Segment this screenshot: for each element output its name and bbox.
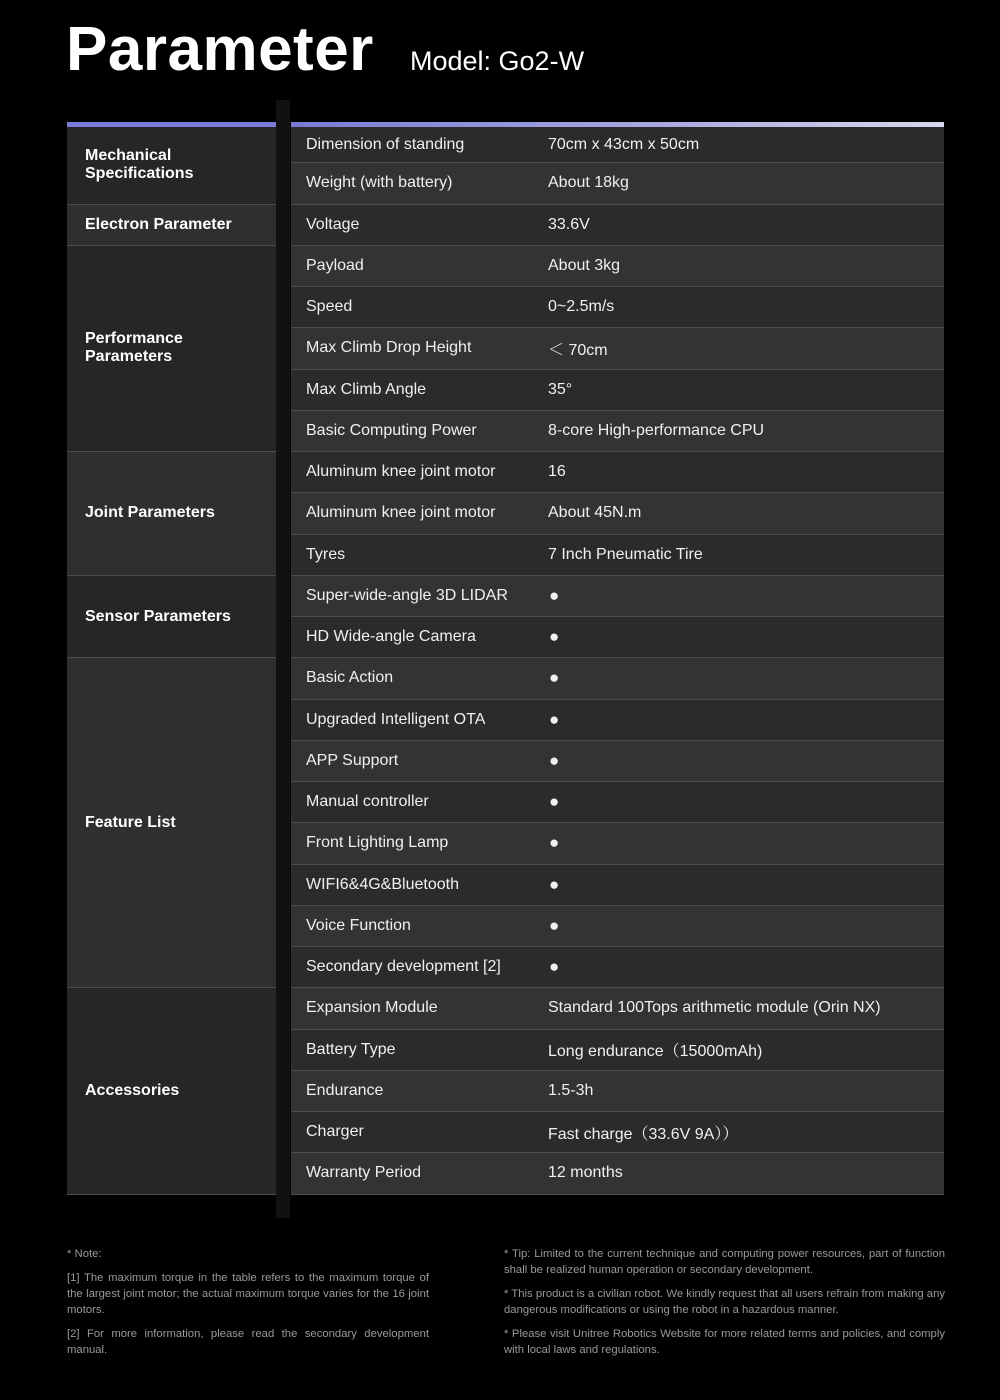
- row-label: Voice Function: [306, 916, 411, 934]
- supported-dot-icon: ●: [549, 709, 560, 729]
- table-row: [291, 988, 944, 1029]
- table-row: [291, 823, 944, 864]
- table-row: [291, 328, 944, 369]
- table-row: [291, 246, 944, 287]
- supported-dot-icon: ●: [549, 750, 560, 770]
- notes-right: [504, 1246, 945, 1366]
- table-row: [291, 205, 944, 246]
- row-value: 33.6V: [548, 215, 590, 233]
- table-row: [291, 865, 944, 906]
- row-label: Battery Type: [306, 1040, 396, 1058]
- row-label: Endurance: [306, 1081, 384, 1099]
- row-label: Basic Computing Power: [306, 421, 477, 439]
- supported-dot-icon: ●: [549, 874, 560, 894]
- row-label: Secondary development [2]: [306, 958, 501, 976]
- table-row: [291, 658, 944, 699]
- table-row: [291, 411, 944, 452]
- row-value: 7 Inch Pneumatic Tire: [548, 545, 703, 563]
- row-value: About 45N.m: [548, 504, 642, 522]
- supported-dot-icon: ●: [549, 957, 560, 977]
- row-label: Aluminum knee joint motor: [306, 463, 496, 481]
- row-value: 70cm x 43cm x 50cm: [548, 135, 700, 153]
- row-label: Basic Action: [306, 669, 394, 687]
- row-value: ＜ 70cm: [548, 341, 608, 359]
- group-joint-parameters: Joint Parameters: [67, 452, 276, 576]
- table-row: [291, 1071, 944, 1112]
- row-label: Dimension of standing: [306, 135, 465, 153]
- row-value: 0~2.5m/s: [548, 298, 615, 316]
- table-row: [291, 617, 944, 658]
- table-row: [291, 370, 944, 411]
- civilian-note: * This product is a civilian robot. We kindly request that all users refrain from making any dangerous modifications or using the robot in a hazardous manner.: [504, 1288, 945, 1316]
- supported-dot-icon: ●: [549, 627, 560, 647]
- table-row: [291, 782, 944, 823]
- row-label: Max Climb Drop Height: [306, 339, 472, 357]
- row-value: About 3kg: [548, 256, 621, 274]
- row-label: Max Climb Angle: [306, 380, 427, 398]
- supported-dot-icon: ●: [549, 915, 560, 935]
- table-row: [291, 741, 944, 782]
- row-label: Warranty Period: [306, 1164, 421, 1182]
- row-label: WIFI6&4G&Bluetooth: [306, 875, 459, 893]
- page-title: Parameter: [66, 15, 374, 84]
- note-heading: * Note:: [67, 1248, 102, 1260]
- row-value: Long endurance（15000mAh): [548, 1043, 763, 1061]
- group-feature-list: Feature List: [67, 658, 276, 988]
- row-label: Super-wide-angle 3D LIDAR: [306, 586, 508, 604]
- table-row: [291, 287, 944, 328]
- notes-left: [67, 1246, 429, 1366]
- table-row: [291, 700, 944, 741]
- row-label: Voltage: [306, 215, 360, 233]
- row-value: 8-core High-performance CPU: [548, 421, 765, 439]
- supported-dot-icon: ●: [549, 585, 560, 605]
- row-label: Weight (with battery): [306, 174, 453, 192]
- footnote-2: [2] For more information, please read the secondary development manual.: [67, 1328, 429, 1356]
- table-row: [291, 1153, 944, 1194]
- footnote-1: [1] The maximum torque in the table refers to the maximum torque of the largest joint motor; the actual maximum torque varies for the 16 joint motors.: [67, 1272, 429, 1316]
- row-label: Speed: [306, 298, 353, 316]
- table-row: [291, 452, 944, 493]
- table-row: [291, 576, 944, 617]
- row-label: Charger: [306, 1123, 364, 1141]
- row-value: About 18kg: [548, 174, 629, 192]
- supported-dot-icon: ●: [549, 792, 560, 812]
- table-row: [291, 947, 944, 988]
- group-electron-parameter: Electron Parameter: [67, 205, 276, 246]
- table-row: [291, 1112, 944, 1153]
- row-value: Fast charge（33.6V 9A））: [548, 1125, 739, 1143]
- group-accessories: Accessories: [67, 988, 276, 1194]
- row-label: Tyres: [306, 545, 346, 563]
- group-sensor-parameters: Sensor Parameters: [67, 576, 276, 659]
- model-name: Model: Go2-W: [410, 46, 585, 76]
- row-value: 1.5-3h: [548, 1081, 594, 1099]
- category-column: [67, 122, 276, 1195]
- supported-dot-icon: ●: [549, 668, 560, 688]
- table-row: [291, 535, 944, 576]
- row-label: Aluminum knee joint motor: [306, 504, 496, 522]
- table-row: [291, 163, 944, 204]
- group-list: [67, 127, 276, 1195]
- group-performance-parameters: Performance Parameters: [67, 246, 276, 452]
- row-value: Standard 100Tops arithmetic module (Orin NX): [548, 999, 881, 1017]
- row-label: Upgraded Intelligent OTA: [306, 710, 486, 728]
- row-value: 16: [548, 463, 566, 481]
- row-value: 12 months: [548, 1164, 623, 1182]
- row-label: Manual controller: [306, 793, 429, 811]
- row-label: APP Support: [306, 751, 399, 769]
- table-row: [291, 493, 944, 534]
- supported-dot-icon: ●: [549, 833, 560, 853]
- tip-note: * Tip: Limited to the current technique and computing power resources, part of function shall be realized human operation or secondary development.: [504, 1248, 945, 1276]
- table-row: [291, 127, 944, 163]
- row-label: Payload: [306, 256, 364, 274]
- row-label: HD Wide-angle Camera: [306, 628, 476, 646]
- parameter-rows: [291, 127, 944, 1195]
- website-note: * Please visit Unitree Robotics Website for more related terms and policies, and comply with local laws and regulations.: [504, 1328, 945, 1356]
- parameter-table: [291, 122, 944, 1195]
- table-divider: [276, 100, 290, 1218]
- row-value: 35°: [548, 380, 573, 398]
- row-label: Expansion Module: [306, 999, 438, 1017]
- table-row: [291, 1030, 944, 1071]
- table-row: [291, 906, 944, 947]
- row-label: Front Lighting Lamp: [306, 834, 449, 852]
- group-mechanical-specifications: Mechanical Specifications: [67, 127, 276, 205]
